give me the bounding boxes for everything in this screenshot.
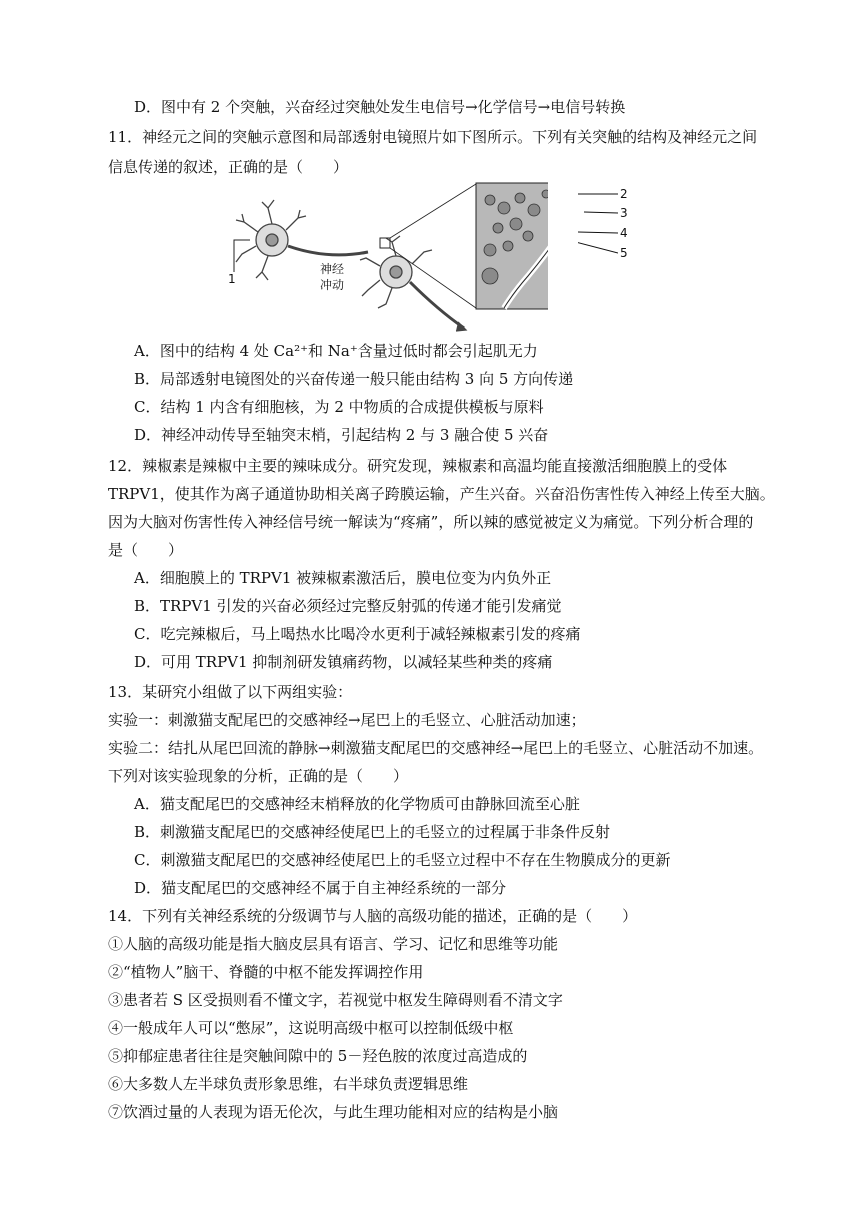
q12-option-a: A．细胞膜上的 TRPV1 被辣椒素激活后，膜电位变为内负外正 (134, 569, 552, 587)
q13-option-a: A．猫支配尾巴的交感神经末梢释放的化学物质可由静脉回流至心脏 (134, 795, 580, 813)
q14-item-6: ⑥大多数人左半球负责形象思维，右半球负责逻辑思维 (108, 1075, 469, 1093)
q12-option-d: D．可用 TRPV1 抑制剂研发镇痛药物，以减轻某些种类的疼痛 (134, 653, 553, 671)
q11-option-c: C．结构 1 内含有细胞核，为 2 中物质的合成提供模板与原料 (134, 398, 544, 416)
q14-item-7: ⑦饮酒过量的人表现为语无伦次，与此生理功能相对应的结构是小脑 (108, 1103, 559, 1121)
em-label-5: 5 (620, 246, 628, 260)
q13-option-c: C．刺激猫支配尾巴的交感神经使尾巴上的毛竖立过程中不存在生物膜成分的更新 (134, 851, 671, 869)
q13-experiment-1: 实验一：刺激猫支配尾巴的交感神经→尾巴上的毛竖立、心脏活动加速； (108, 711, 586, 729)
q14-stem: 14．下列有关神经系统的分级调节与人脑的高级功能的描述，正确的是（ ） (108, 907, 638, 925)
q14-item-1: ①人脑的高级功能是指大脑皮层具有语言、学习、记忆和思维等功能 (108, 935, 559, 953)
q13-option-b: B．刺激猫支配尾巴的交感神经使尾巴上的毛竖立的过程属于非条件反射 (134, 823, 611, 841)
impulse-label-line2: 冲动 (320, 278, 345, 292)
q11-option-d: D．神经冲动传导至轴突末梢，引起结构 2 与 3 融合使 5 兴奋 (134, 426, 549, 444)
q14-item-2: ②“植物人”脑干、脊髓的中枢不能发挥调控作用 (108, 963, 424, 981)
q14-item-3: ③患者若 S 区受损则看不懂文字，若视觉中枢发生障碍则看不清文字 (108, 991, 563, 1009)
q10-option-d: D．图中有 2 个突触，兴奋经过突触处发生电信号→化学信号→电信号转换 (134, 98, 626, 116)
em-leader-lines (578, 180, 618, 270)
q12-stem-line2: TRPV1，使其作为离子通道协助相关离子跨膜运输，产生兴奋。兴奋沿伤害性传入神经上传至大脑。 (108, 485, 775, 503)
q11-option-b: B．局部透射电镜图处的兴奋传递一般只能由结构 3 向 5 方向传递 (134, 370, 574, 388)
q13-question: 下列对该实验现象的分析，正确的是（ ） (108, 767, 409, 785)
q12-option-b: B．TRPV1 引发的兴奋必须经过完整反射弧的传递才能引发痛觉 (134, 597, 562, 615)
q12-stem-line4: 是（ ） (108, 541, 184, 559)
q11-option-a: A．图中的结构 4 处 Ca²⁺和 Na⁺含量过低时都会引起肌无力 (134, 342, 538, 360)
q13-experiment-2: 实验二：结扎从尾巴回流的静脉→刺激猫支配尾巴的交感神经→尾巴上的毛竖立、心脏活动不加速。 (108, 739, 764, 757)
q11-stem-line2: 信息传递的叙述，正确的是（ ） (108, 158, 349, 176)
label-1: 1 (228, 272, 236, 286)
neuron-1-icon (236, 200, 368, 280)
synapse-figure (228, 180, 628, 335)
q12-stem-line1: 12．辣椒素是辣椒中主要的辣味成分。研究发现，辣椒素和高温均能直接激活细胞膜上的受体 (108, 457, 728, 475)
neuron-2-icon (360, 236, 466, 331)
q12-option-c: C．吃完辣椒后，马上喝热水比喝冷水更利于减轻辣椒素引发的疼痛 (134, 625, 581, 643)
synapse-diagram (228, 180, 548, 335)
em-label-3: 3 (620, 206, 628, 220)
q14-item-4: ④一般成年人可以“憋尿”，这说明高级中枢可以控制低级中枢 (108, 1019, 514, 1037)
em-label-4: 4 (620, 226, 628, 240)
q13-option-d: D．猫支配尾巴的交感神经不属于自主神经系统的一部分 (134, 879, 507, 897)
impulse-label-line1: 神经 (320, 262, 345, 276)
q14-item-5: ⑤抑郁症患者往往是突触间隙中的 5－羟色胺的浓度过高造成的 (108, 1047, 528, 1065)
q13-stem: 13．某研究小组做了以下两组实验： (108, 683, 353, 701)
q12-stem-line3: 因为大脑对伤害性传入神经信号统一解读为“疼痛”，所以辣的感觉被定义为痛觉。下列分析合理的 (108, 513, 754, 531)
q11-stem-line1: 11．神经元之间的突触示意图和局部透射电镜照片如下图所示。下列有关突触的结构及神经元之间 (108, 128, 758, 146)
em-label-2: 2 (620, 187, 628, 201)
